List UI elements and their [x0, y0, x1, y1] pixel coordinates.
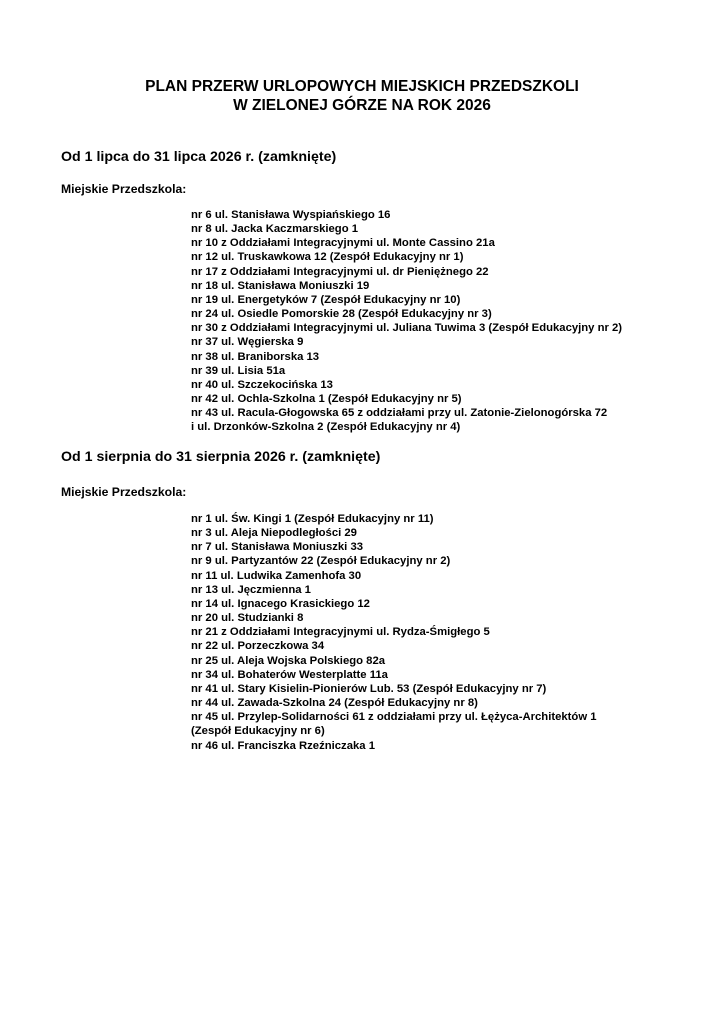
- list-item-continuation: i ul. Drzonków-Szkolna 2 (Zespół Edukacyjny nr 4): [191, 421, 461, 434]
- list-item: nr 14 ul. Ignacego Krasickiego 12: [191, 597, 370, 610]
- page-title-line-2: W ZIELONEJ GÓRZE NA ROK 2026: [233, 97, 491, 114]
- july-period-heading: Od 1 lipca do 31 lipca 2026 r. (zamknięte): [61, 149, 337, 165]
- list-item: nr 39 ul. Lisia 51a: [191, 364, 286, 377]
- list-item: nr 43 ul. Racula-Głogowska 65 z oddziałami przy ul. Zatonie-Zielonogórska 72: [191, 407, 608, 420]
- list-item: nr 17 z Oddziałami Integracyjnymi ul. dr Pieniężnego 22: [191, 265, 489, 278]
- list-item: nr 34 ul. Bohaterów Westerplatte 11a: [191, 668, 388, 681]
- list-item: nr 45 ul. Przylep-Solidarności 61 z oddziałami przy ul. Łężyca-Architektów 1: [191, 711, 597, 724]
- list-item: nr 37 ul. Węgierska 9: [191, 336, 304, 349]
- august-kindergartens-label: Miejskie Przedszkola:: [61, 485, 187, 499]
- list-item: nr 3 ul. Aleja Niepodległości 29: [191, 527, 357, 540]
- list-item: nr 11 ul. Ludwika Zamenhofa 30: [191, 569, 362, 582]
- list-item: nr 30 z Oddziałami Integracyjnymi ul. Juliana Tuwima 3 (Zespół Edukacyjny nr 2): [191, 322, 623, 335]
- list-item: nr 24 ul. Osiedle Pomorskie 28 (Zespół Edukacyjny nr 3): [191, 308, 492, 321]
- list-item: nr 25 ul. Aleja Wojska Polskiego 82a: [191, 654, 386, 667]
- list-item: nr 42 ul. Ochla-Szkolna 1 (Zespół Edukacyjny nr 5): [191, 393, 462, 406]
- list-item: nr 38 ul. Braniborska 13: [191, 350, 320, 363]
- august-kindergarten-list: [191, 512, 597, 753]
- list-item: nr 6 ul. Stanisława Wyspiańskiego 16: [191, 209, 391, 221]
- list-item: nr 9 ul. Partyzantów 22 (Zespół Edukacyjny nr 2): [191, 555, 451, 568]
- list-item: nr 46 ul. Franciszka Rzeźniczaka 1: [191, 739, 375, 752]
- july-kindergartens-label: Miejskie Przedszkola:: [61, 182, 187, 196]
- list-item: nr 22 ul. Porzeczkowa 34: [191, 640, 325, 653]
- list-item: nr 7 ul. Stanisława Moniuszki 33: [191, 541, 364, 554]
- list-item: nr 18 ul. Stanisława Moniuszki 19: [191, 279, 370, 292]
- list-item: nr 1 ul. Św. Kingi 1 (Zespół Edukacyjny nr 11): [191, 513, 434, 525]
- list-item: nr 20 ul. Studzianki 8: [191, 612, 304, 625]
- list-item: nr 21 z Oddziałami Integracyjnymi ul. Rydza-Śmigłego 5: [191, 626, 490, 639]
- list-item: nr 8 ul. Jacka Kaczmarskiego 1: [191, 223, 359, 236]
- list-item-continuation: (Zespół Edukacyjny nr 6): [191, 725, 325, 738]
- list-item: nr 19 ul. Energetyków 7 (Zespół Edukacyjny nr 10): [191, 293, 461, 306]
- list-item: nr 10 z Oddziałami Integracyjnymi ul. Monte Cassino 21a: [191, 237, 495, 250]
- july-kindergarten-list: [191, 208, 622, 435]
- list-item: nr 40 ul. Szczekocińska 13: [191, 378, 333, 391]
- august-period-heading: Od 1 sierpnia do 31 sierpnia 2026 r. (zamknięte): [61, 449, 381, 465]
- page-title-line-1: PLAN PRZERW URLOPOWYCH MIEJSKICH PRZEDSZKOLI: [145, 78, 579, 95]
- list-item: nr 13 ul. Jęczmienna 1: [191, 583, 311, 596]
- list-item: nr 44 ul. Zawada-Szkolna 24 (Zespół Edukacyjny nr 8): [191, 697, 478, 710]
- list-item: nr 41 ul. Stary Kisielin-Pionierów Lub. 53 (Zespół Edukacyjny nr 7): [191, 682, 547, 695]
- list-item: nr 12 ul. Truskawkowa 12 (Zespół Edukacyjny nr 1): [191, 251, 464, 264]
